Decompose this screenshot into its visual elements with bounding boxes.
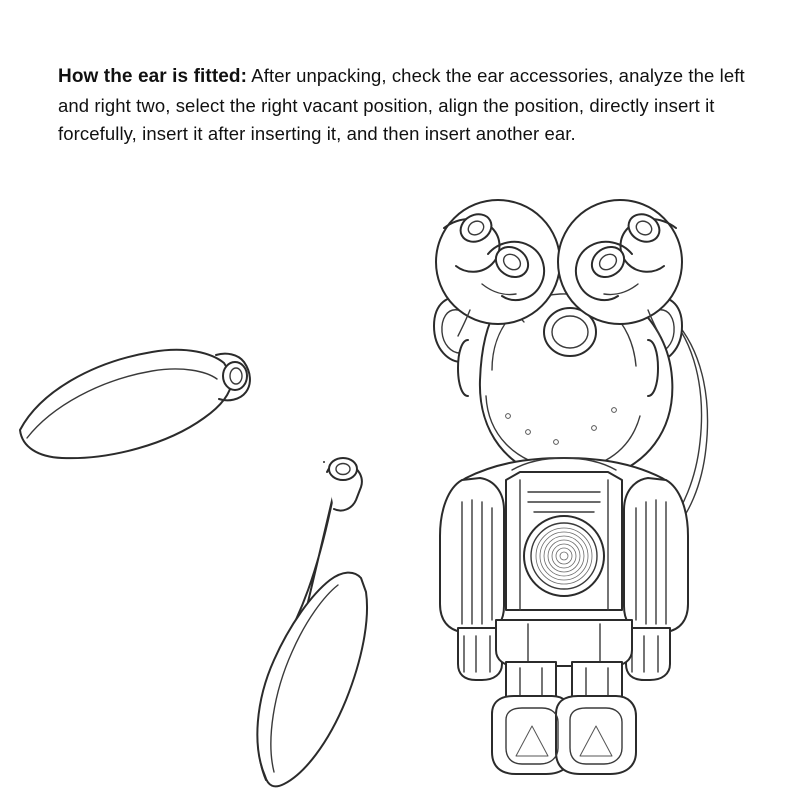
instruction-block	[58, 62, 748, 148]
instruction-heading: How the ear is fitted:	[58, 66, 248, 87]
diagram-area	[0, 180, 800, 800]
robot-assembly-diagram	[0, 180, 800, 800]
right-ear-part	[257, 458, 367, 786]
left-ear-part	[20, 350, 250, 458]
robot-figure	[434, 276, 708, 774]
instruction-body: After unpacking, check the ear accessories, analyze the left and right two, select the right vacant position, align the position, directly insert it forcefully, insert it after inserting it, and then insert another ear.	[58, 65, 745, 144]
